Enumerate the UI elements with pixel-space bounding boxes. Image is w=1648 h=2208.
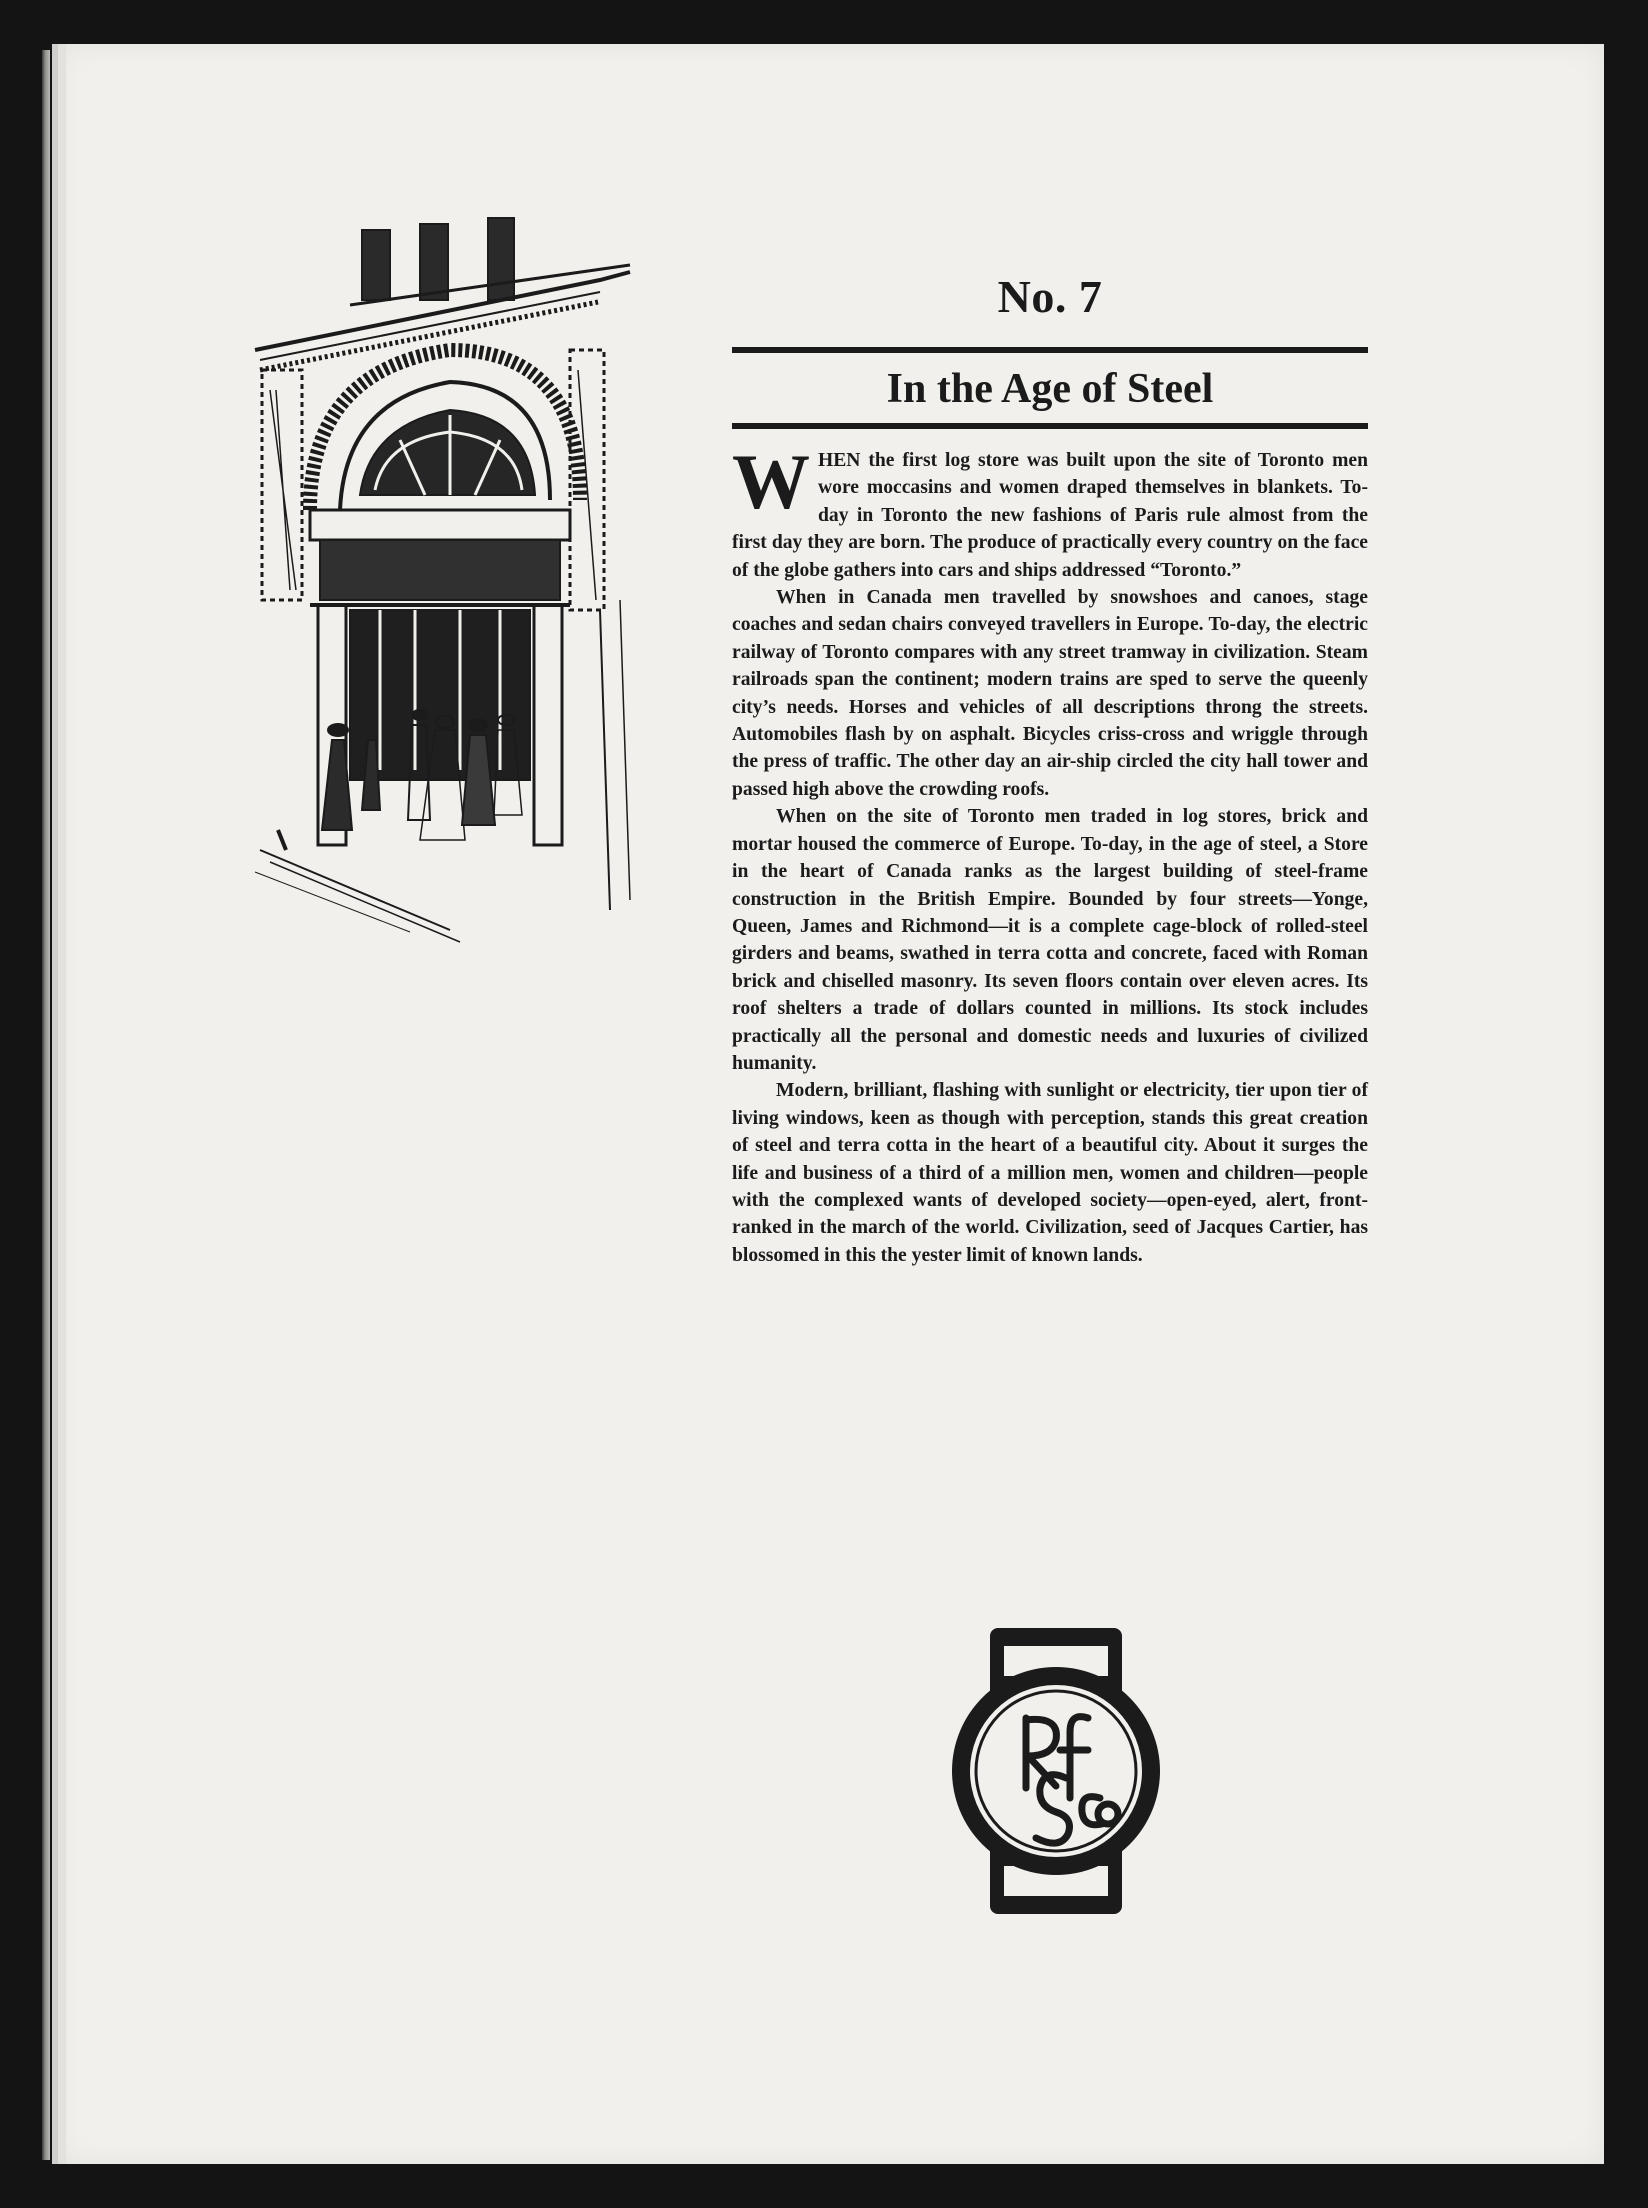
paragraph-1 xyxy=(732,438,1368,584)
paragraph-4: Modern, brilliant, flashing with sunlight or electricity, tier upon tier of living windows, keen as though with perception, stands this great creation of steel and terra cotta in the heart of a beautiful city. About it surges the life and business of a third of a million men, women and children—people with the complexed wants of developed society—open-eyed, alert, front-ranked in the march of the world. Civilization, seed of Jacques Cartier, has blossomed in this the yester limit of known lands. xyxy=(732,1080,1368,1266)
page-binding-edge xyxy=(42,50,50,2160)
rsco-monogram-logo xyxy=(948,1628,1164,1914)
issue-number: No. 7 xyxy=(997,271,1103,322)
storefront-illustration xyxy=(250,210,670,950)
article-body xyxy=(732,438,1368,1269)
paragraph-2: When in Canada men travelled by snowshoes and canoes, stage coaches and sedan chairs conveyed travellers in Europe. To-day, the electric railway of Toronto compares with any street tramway in civilization. Steam railroads span the continent; modern trains are sped to serve the queenly city’s needs. Horses and vehicles of all descriptions throng the streets. Automobiles flash by on asphalt. Bicycles criss-cross and wriggle through the press of traffic. The other day an air-ship circled the city hall tower and passed high above the crowding roofs. xyxy=(732,587,1368,800)
drop-cap: W xyxy=(732,438,810,525)
paragraph-1-text: HEN the first log store was built upon the site of Toronto men wore moccasins and women draped themselves in blankets. To-day in Toronto the new fashions of Paris rule almost from the first day they are born. The produce of practically every country on the face of the globe gathers into cars and ships addressed “Toronto.” xyxy=(732,450,1368,581)
article xyxy=(732,270,1368,1269)
article-title: In the Age of Steel xyxy=(886,366,1214,412)
paragraph-3: When on the site of Toronto men traded in log stores, brick and mortar housed the commerce of Europe. To-day, in the age of steel, a Store in the heart of Canada ranks as the largest building of steel-frame construction in the British Empire. Bounded by four streets—Yonge, Queen, James and Richmond—it is a complete cage-block of rolled-steel girders and beams, swathed in terra cotta and concrete, faced with Roman brick and chiselled masonry. Its seven floors contain over eleven acres. Its roof shelters a trade of dollars counted in millions. Its stock includes practically all the personal and domestic needs and luxuries of civilized humanity. xyxy=(732,806,1368,1074)
title-rule-bottom xyxy=(732,423,1368,429)
